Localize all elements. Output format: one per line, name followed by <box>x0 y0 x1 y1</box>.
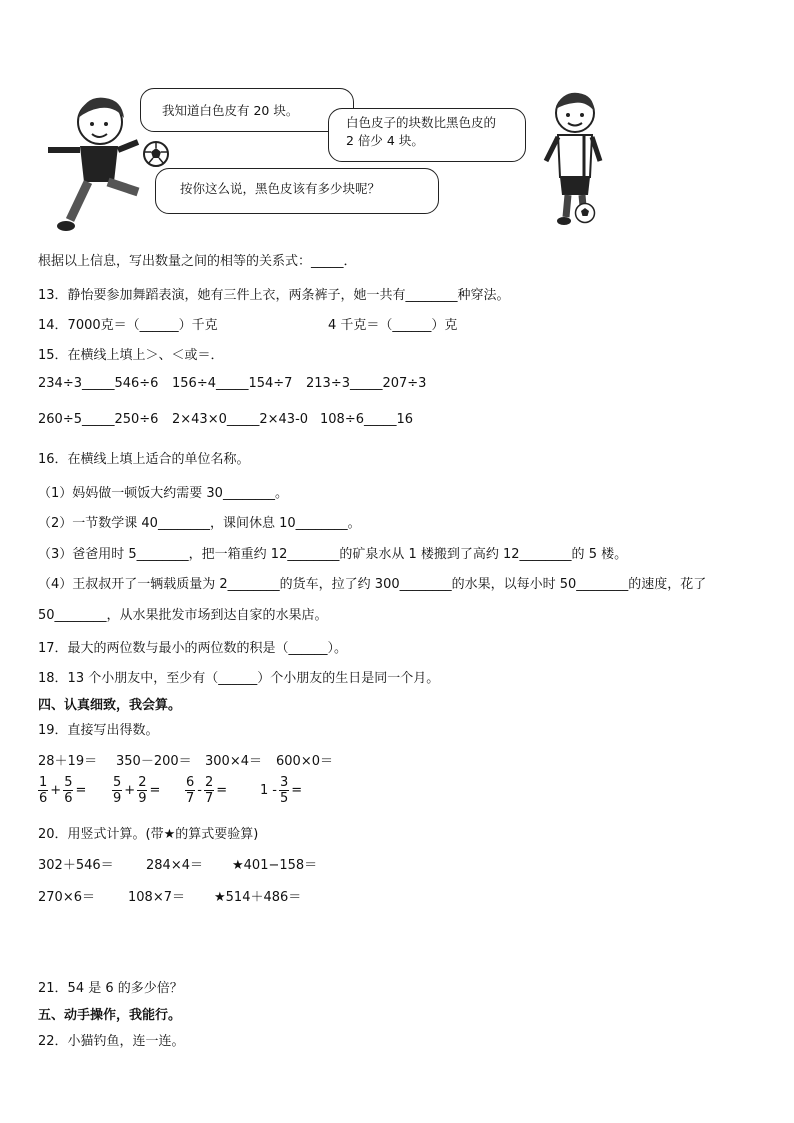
q19-row1-item1: 28＋19＝ <box>38 754 98 769</box>
q19-title: 19．直接写出得数。 <box>38 723 159 738</box>
q15-title: 15．在横线上填上＞、＜或＝． <box>38 348 224 363</box>
q16-item4-continued: 50________，从水果批发市场到达自家的水果店。 <box>38 608 328 623</box>
q15-row2-item2: 2×43×0_____2×43-0 <box>172 412 309 427</box>
q15-row2-item3: 108÷6_____16 <box>320 412 414 427</box>
q20-row2-item2: 108×7＝ <box>128 890 185 905</box>
q16-item3: （3）爸爸用时 5________，把一箱重约 12________的矿泉水从 1 楼搬到了高约 12________的 5 楼。 <box>38 547 628 562</box>
section-5-heading: 五、动手操作，我能行。 <box>38 1008 182 1023</box>
bubble-text-right-line2: 2 倍少 4 块。 <box>346 133 424 148</box>
q17-question: 17．最大的两位数与最小的两位数的积是（______）。 <box>38 641 348 656</box>
q20-row2-item1: 270×6＝ <box>38 890 95 905</box>
q20-row1-item3: ★401−158＝ <box>232 858 318 873</box>
q19-fraction-4: 1 - $\frac{3}{5}$ = <box>260 775 303 806</box>
q16-item1: （1）妈妈做一顿饭大约需要 30________。 <box>38 486 288 501</box>
q19-fraction-3: $\frac{6}{7}$ - $\frac{2}{7}$ = <box>186 775 228 806</box>
q20-title: 20．用竖式计算。(带★的算式要验算) <box>38 827 259 842</box>
q20-row2-item3: ★514＋486＝ <box>214 890 302 905</box>
q20-row1-item1: 302＋546＝ <box>38 858 114 873</box>
soccer-ball-icon <box>574 202 596 224</box>
q14-part2: 4 千克＝（______）克 <box>328 318 458 333</box>
q16-title: 16．在横线上填上适合的单位名称。 <box>38 452 250 467</box>
q16-item2: （2）一节数学课 40________，课间休息 10________。 <box>38 516 361 531</box>
q20-row1-item2: 284×4＝ <box>146 858 203 873</box>
q13-question: 13．静怡要参加舞蹈表演，她有三件上衣，两条裤子，她一共有________种穿法。 <box>38 288 510 303</box>
q19-row1-item3: 300×4＝ <box>205 754 262 769</box>
q14-part1: 14．7000克＝（______）千克 <box>38 318 218 333</box>
q15-row1-item1: 234÷3_____546÷6 <box>38 376 159 391</box>
section-4-heading: 四、认真细致，我会算。 <box>38 698 182 713</box>
q19-fraction-1: $\frac{1}{6}$ + $\frac{5}{6}$ = <box>39 775 87 806</box>
q15-row1-item2: 156÷4_____154÷7 <box>172 376 293 391</box>
q16-item4: （4）王叔叔开了一辆载质量为 2________的货车，拉了约 300________的水果，以每小时 50________的速度，花了 <box>38 577 707 592</box>
q22-question: 22．小猫钓鱼，连一连。 <box>38 1034 185 1049</box>
q21-question: 21．54 是 6 的多少倍？ <box>38 981 183 996</box>
q19-row1-item4: 600×0＝ <box>276 754 333 769</box>
q18-question: 18．13 个小朋友中，至少有（______）个小朋友的生日是同一个月。 <box>38 671 440 686</box>
q15-row2-item1: 260÷5_____250÷6 <box>38 412 159 427</box>
q19-row1-item2: 350－200＝ <box>116 754 192 769</box>
q15-row1-item3: 213÷3_____207÷3 <box>306 376 427 391</box>
q12-relation-prompt: 根据以上信息，写出数量之间的相等的关系式：_____． <box>38 254 357 269</box>
boy-kicking-illustration <box>40 80 150 235</box>
q19-fraction-2: $\frac{5}{9}$ + $\frac{2}{9}$ = <box>113 775 161 806</box>
bubble-text-right-line1: 白色皮子的块数比黑色皮的 <box>346 115 497 130</box>
bubble-text-left-bottom: 按你这么说，黑色皮该有多少块呢？ <box>180 181 381 196</box>
bubble-text-left-top: 我知道白色皮有 20 块。 <box>162 103 299 118</box>
soccer-ball-icon <box>142 140 170 168</box>
